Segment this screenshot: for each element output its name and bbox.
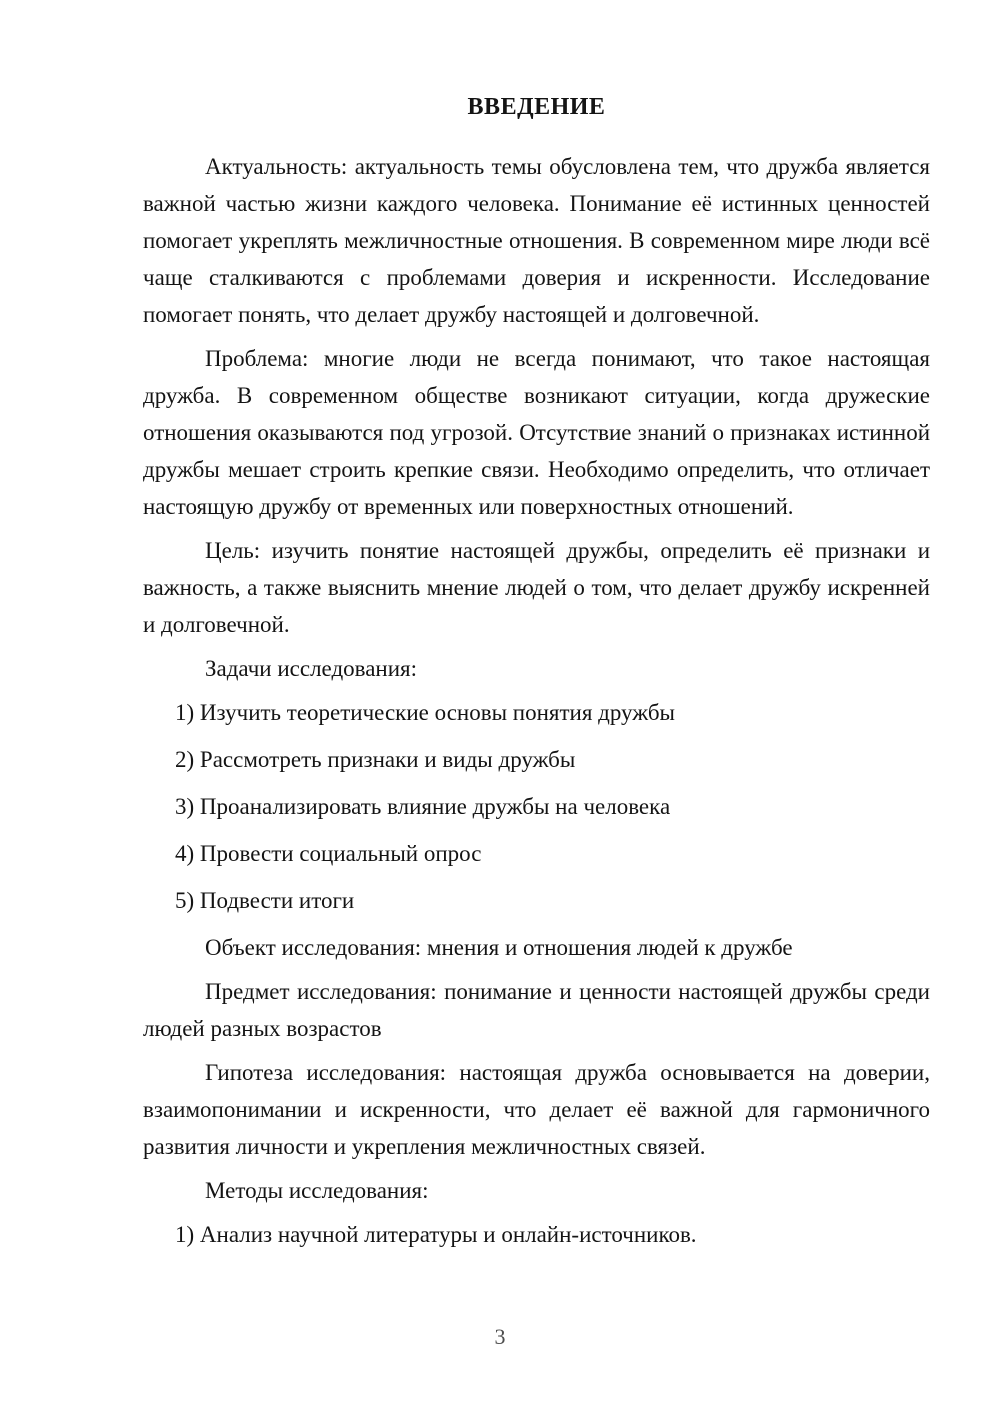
tasks-heading: Задачи исследования: bbox=[205, 656, 418, 681]
paragraph-subject: Предмет исследования: понимание и ценности настоящей дружбы среди людей разных возрастов bbox=[143, 979, 930, 1041]
page-number: 3 bbox=[494, 1324, 506, 1349]
document-content bbox=[143, 92, 930, 1263]
paragraph-object: Объект исследования: мнения и отношения людей к дружбе bbox=[205, 935, 793, 960]
paragraph-hypothesis: Гипотеза исследования: настоящая дружба основывается на доверии, взаимопонимании и искренности, что делает её важной для гармоничного развития личности и укрепления межличностных связей. bbox=[143, 1060, 930, 1159]
task-item-4: 4) Провести социальный опрос bbox=[175, 841, 482, 866]
task-item-1: 1) Изучить теоретические основы понятия дружбы bbox=[175, 700, 675, 725]
paragraph-relevance: Актуальность: актуальность темы обусловлена тем, что дружба является важной частью жизни каждого человека. Понимание её истинных ценностей помогает укреплять межличностные отношения. В современном мире люди всё чаще сталкиваются с проблемами доверия и искренности. Исследование помогает понять, что делает дружбу настоящей и долговечной. bbox=[143, 154, 930, 327]
task-item-3: 3) Проанализировать влияние дружбы на человека bbox=[175, 794, 671, 819]
methods-heading: Методы исследования: bbox=[205, 1178, 429, 1203]
paragraph-goal: Цель: изучить понятие настоящей дружбы, определить её признаки и важность, а также выяснить мнение людей о том, что делает дружбу искренней и долговечной. bbox=[143, 538, 930, 637]
paragraph-problem: Проблема: многие люди не всегда понимают, что такое настоящая дружба. В современном обществе возникают ситуации, когда дружеские отношения оказываются под угрозой. Отсутствие знаний о признаках истинной дружбы мешает строить крепкие связи. Необходимо определить, что отличает настоящую дружбу от временных или поверхностных отношений. bbox=[143, 346, 930, 519]
task-item-2: 2) Рассмотреть признаки и виды дружбы bbox=[175, 747, 576, 772]
task-item-5: 5) Подвести итоги bbox=[175, 888, 355, 913]
page-title: ВВЕДЕНИЕ bbox=[467, 94, 606, 120]
method-item-1: 1) Анализ научной литературы и онлайн-источников. bbox=[175, 1222, 697, 1247]
